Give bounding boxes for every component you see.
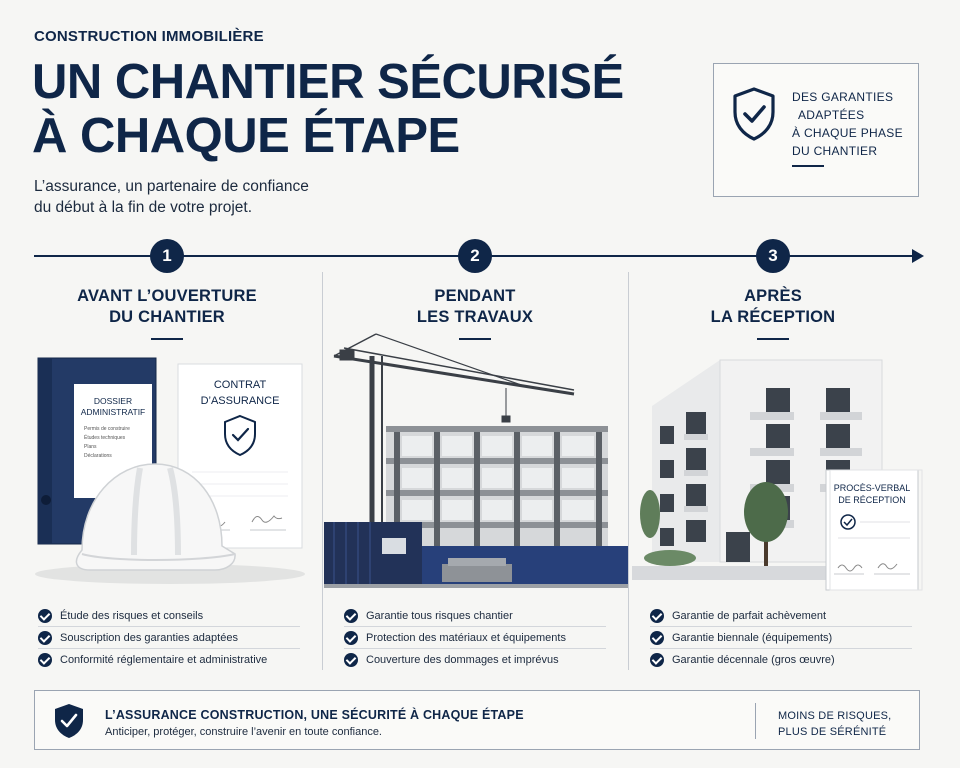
step-3-title (633, 286, 913, 328)
list-item (38, 605, 300, 627)
list-item-label: Protection des matériaux et équipements (366, 631, 566, 644)
eyebrow-label: CONSTRUCTION IMMOBILIÈRE (34, 28, 264, 45)
step-number-1: 1 (150, 239, 184, 273)
contract-title-line-2: D’ASSURANCE (200, 395, 280, 407)
guarantee-text-line: À CHAQUE PHASE (792, 126, 903, 140)
check-circle-icon (344, 653, 358, 667)
building-materials (442, 558, 512, 582)
check-circle-icon (344, 609, 358, 623)
check-circle-icon (344, 631, 358, 645)
accent-rule (151, 338, 183, 340)
pv-title-line-1: PROCÈS-VERBAL (833, 483, 911, 493)
reception-report-document (826, 470, 922, 590)
step-number-2: 2 (458, 239, 492, 273)
list-item-label: Garantie tous risques chantier (366, 609, 513, 622)
list-item (38, 649, 300, 671)
footer-tagline-line: MOINS DE RISQUES, (778, 710, 892, 722)
guarantee-text-line: DES GARANTIES (792, 90, 894, 104)
list-item-label: Garantie de parfait achèvement (672, 609, 827, 622)
check-circle-icon (38, 609, 52, 623)
footer-tagline-line: PLUS DE SÉRÉNITÉ (778, 726, 887, 738)
footer-divider (755, 703, 756, 739)
binder-item: Plans (84, 444, 97, 450)
page-subtitle-line-2: du début à la fin de votre projet. (34, 199, 253, 216)
accent-rule (792, 165, 824, 167)
page-title-line-1: UN CHANTIER SÉCURISÉ (32, 55, 624, 109)
step-title-line: DU CHANTIER (109, 308, 225, 326)
list-item (650, 627, 912, 649)
page-title (32, 55, 624, 163)
footer-tagline (778, 708, 891, 740)
check-circle-icon (38, 631, 52, 645)
binder-title-line-2: ADMINISTRATIF (80, 407, 146, 417)
guarantee-text-line: ADAPTÉES (798, 108, 865, 122)
list-item-label: Souscription des garanties adaptées (60, 631, 238, 644)
list-item (344, 605, 606, 627)
step-title-line: PENDANT (434, 287, 516, 305)
step-number-3: 3 (756, 239, 790, 273)
completed-building-illustration (630, 354, 930, 599)
footer-title: L’ASSURANCE CONSTRUCTION, UNE SÉCURITÉ À CHAQUE ÉTAPE (105, 708, 524, 722)
timeline-arrow-icon (912, 249, 924, 263)
check-circle-icon (650, 631, 664, 645)
page-title-line-2: À CHAQUE ÉTAPE (32, 109, 460, 163)
accent-rule (757, 338, 789, 340)
construction-site-illustration (324, 326, 628, 588)
step-title-line: LES TRAVAUX (416, 308, 534, 326)
page-subtitle (34, 176, 309, 218)
list-item (650, 605, 912, 627)
step-title-line: AVANT L’OUVERTURE (77, 287, 257, 305)
guarantee-text-line: DU CHANTIER (792, 144, 878, 158)
column-divider (628, 272, 629, 670)
step-title-line: LA RÉCEPTION (710, 308, 836, 326)
list-item-label: Couverture des dommages et imprévus (366, 654, 559, 666)
binder-item: Permis de construire (84, 426, 130, 432)
binder-item: Études techniques (84, 435, 126, 441)
list-item (650, 649, 912, 671)
list-item (38, 627, 300, 649)
step-1-title (27, 286, 307, 328)
shield-check-icon (730, 86, 778, 142)
page-subtitle-line-1: L’assurance, un partenaire de confiance (34, 178, 309, 195)
documents-illustration (30, 350, 315, 590)
list-item-label: Garantie biennale (équipements) (672, 631, 833, 644)
column-divider (322, 272, 323, 670)
binder-item: Déclarations (84, 453, 112, 459)
step-1-illustration (30, 350, 315, 590)
check-circle-icon (650, 653, 664, 667)
footer-banner (34, 690, 920, 750)
step-2-title (335, 286, 615, 328)
step-title-line: APRÈS (744, 287, 802, 305)
list-item (344, 649, 606, 671)
footer-subtitle: Anticiper, protéger, construire l’avenir en toute confiance. (105, 726, 382, 738)
step-2-illustration (324, 326, 628, 588)
check-circle-icon (650, 609, 664, 623)
contract-title-line-1: CONTRAT (213, 379, 267, 391)
site-container (324, 522, 422, 584)
step-2-checklist (344, 605, 606, 671)
binder-title-line-1: DOSSIER (93, 396, 133, 406)
shield-check-icon (53, 703, 85, 739)
guarantee-callout (713, 63, 919, 197)
check-circle-icon (38, 653, 52, 667)
list-item-label: Conformité réglementaire et administrative (60, 654, 268, 666)
guarantee-text (792, 88, 916, 160)
pv-title-line-2: DE RÉCEPTION (838, 495, 906, 505)
step-3-illustration (630, 354, 930, 599)
list-item-label: Garantie décennale (gros œuvre) (672, 654, 835, 666)
step-3-checklist (650, 605, 912, 671)
step-1-checklist (38, 605, 300, 671)
list-item (344, 627, 606, 649)
list-item-label: Étude des risques et conseils (60, 609, 204, 622)
